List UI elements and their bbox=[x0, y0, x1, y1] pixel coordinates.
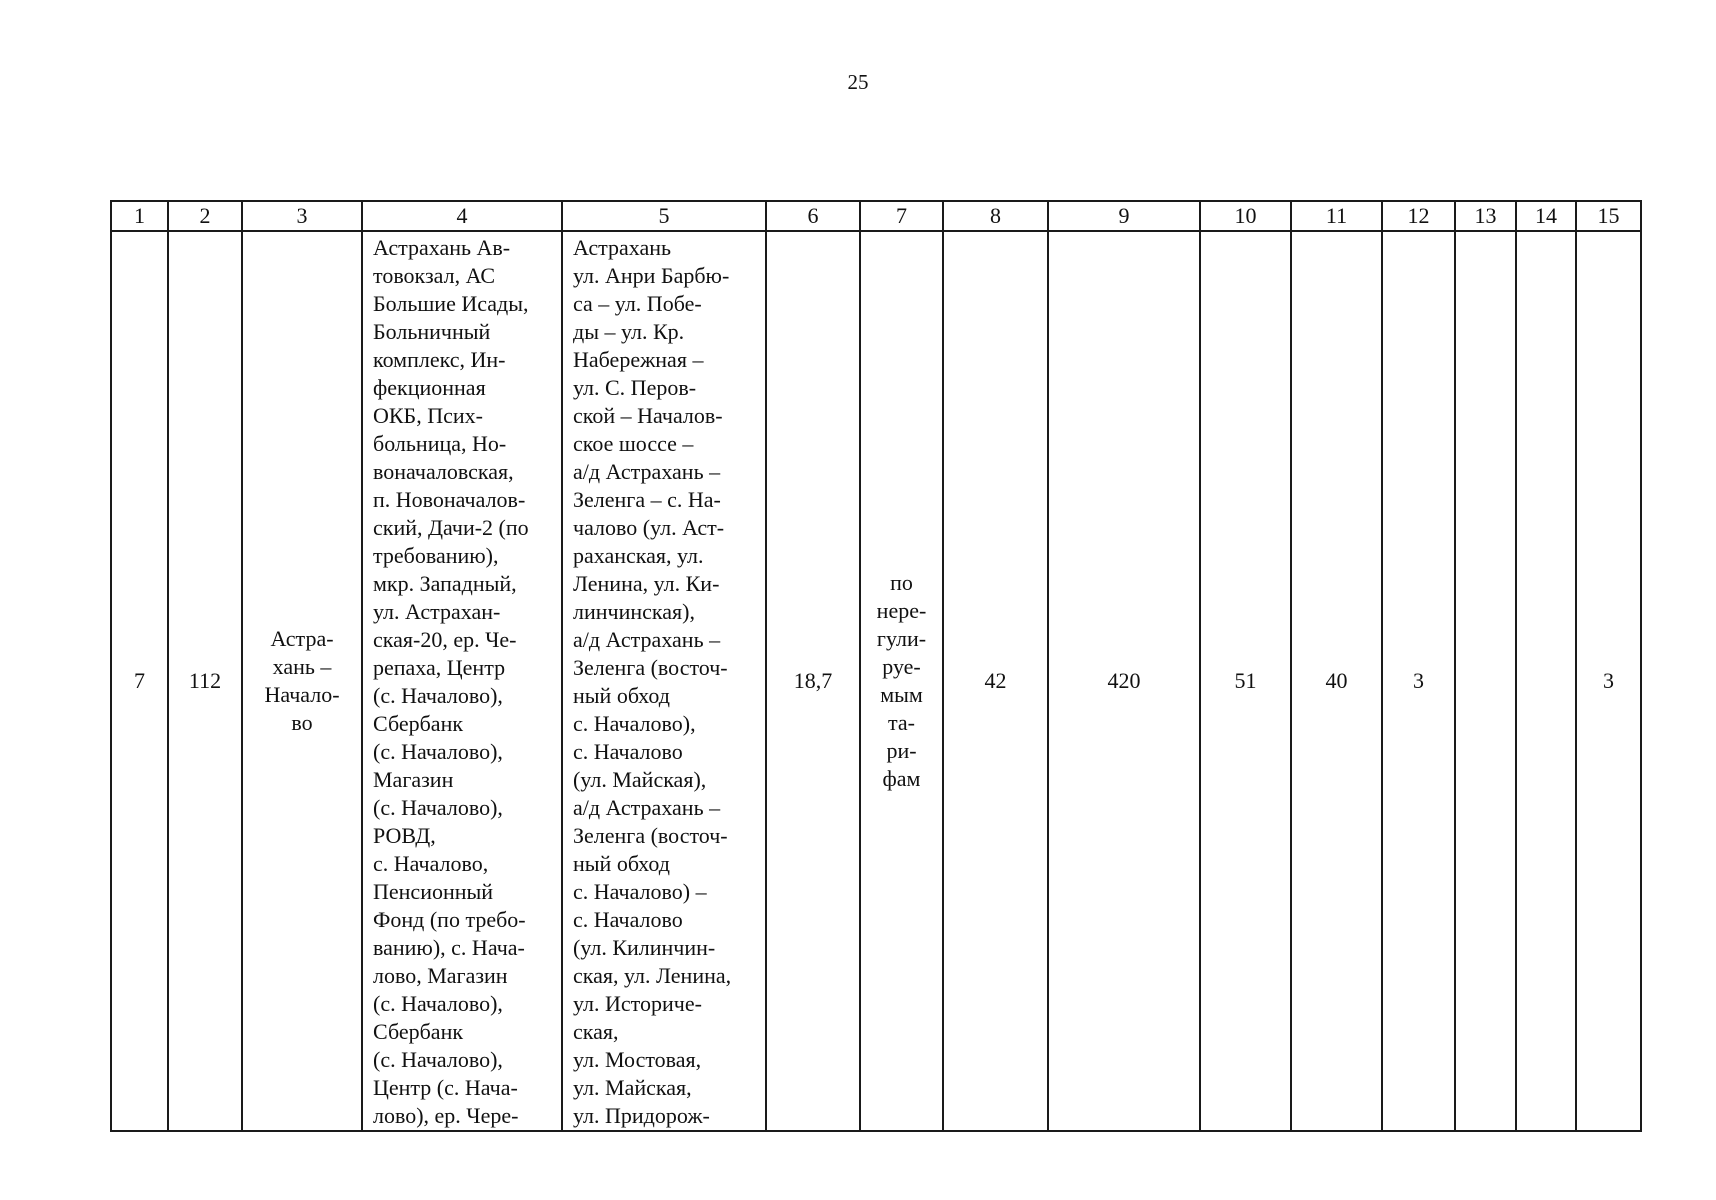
col-header-10: 10 bbox=[1200, 201, 1291, 231]
col-header-3: 3 bbox=[242, 201, 362, 231]
stops-line: п. Новоначалов- bbox=[373, 487, 526, 512]
streets-line: ды – ул. Кр. bbox=[573, 319, 685, 344]
table-row bbox=[111, 231, 1641, 1131]
cell-streets bbox=[562, 231, 766, 1131]
col-header-2: 2 bbox=[168, 201, 242, 231]
streets-line: (ул. Килинчин- bbox=[573, 935, 716, 960]
route-name-line: Астра- bbox=[270, 626, 334, 651]
col-header-9: 9 bbox=[1048, 201, 1200, 231]
streets-line: ская, bbox=[573, 1019, 619, 1044]
stops-line: ул. Астрахан- bbox=[373, 599, 501, 624]
streets-line: а/д Астрахань – bbox=[573, 459, 721, 484]
col-header-15: 15 bbox=[1576, 201, 1641, 231]
stops-line: Центр (с. Нача- bbox=[373, 1075, 518, 1100]
streets-line: са – ул. Побе- bbox=[573, 291, 702, 316]
cell-distance: 18,7 bbox=[766, 231, 860, 1131]
route-table-container bbox=[110, 200, 1640, 1132]
stops-line: воначаловская, bbox=[373, 459, 514, 484]
streets-line: с. Началово), bbox=[573, 711, 696, 736]
streets-line: Ленина, ул. Ки- bbox=[573, 571, 720, 596]
streets-line: раханская, ул. bbox=[573, 543, 704, 568]
stops-line: ский, Дачи-2 (по bbox=[373, 515, 529, 540]
streets-line: ный обход bbox=[573, 851, 670, 876]
tariff-line: та- bbox=[888, 710, 915, 735]
route-name-line: Начало- bbox=[264, 682, 340, 707]
cell-col-13 bbox=[1455, 231, 1516, 1131]
stops-line: мкр. Западный, bbox=[373, 571, 517, 596]
stops-line: (с. Началово), bbox=[373, 683, 503, 708]
stops-line: Сбербанк bbox=[373, 1019, 464, 1044]
streets-line: ный обход bbox=[573, 683, 670, 708]
route-name-line: во bbox=[291, 710, 313, 735]
streets-line: Зеленга (восточ- bbox=[573, 655, 728, 680]
header-row bbox=[111, 201, 1641, 231]
stops-line: Большие Исады, bbox=[373, 291, 529, 316]
col-header-14: 14 bbox=[1516, 201, 1576, 231]
stops-line: с. Началово, bbox=[373, 851, 489, 876]
stops-line: (с. Началово), bbox=[373, 795, 503, 820]
stops-line: ская-20, ер. Че- bbox=[373, 627, 517, 652]
stops-line: требованию), bbox=[373, 543, 499, 568]
page-number: 25 bbox=[847, 70, 869, 94]
streets-line: ул. Придорож- bbox=[573, 1103, 710, 1128]
stops-line: РОВД, bbox=[373, 823, 436, 848]
stops-line: Пенсионный bbox=[373, 879, 494, 904]
stops-line: комплекс, Ин- bbox=[373, 347, 506, 372]
stops-line: Фонд (по требо- bbox=[373, 907, 526, 932]
stops-line: Сбербанк bbox=[373, 711, 464, 736]
tariff-line: гули- bbox=[876, 626, 927, 651]
cell-col-10: 51 bbox=[1200, 231, 1291, 1131]
streets-line: а/д Астрахань – bbox=[573, 627, 721, 652]
stops-line: репаха, Центр bbox=[373, 655, 506, 680]
cell-tariff-type bbox=[860, 231, 943, 1131]
streets-line: ул. Анри Барбю- bbox=[573, 263, 730, 288]
cell-col-14 bbox=[1516, 231, 1576, 1131]
streets-line: ул. Мостовая, bbox=[573, 1047, 702, 1072]
stops-line: больница, Но- bbox=[373, 431, 507, 456]
streets-line: с. Началово bbox=[573, 907, 683, 932]
tariff-line: по bbox=[890, 570, 913, 595]
tariff-line: нере- bbox=[876, 598, 927, 623]
cell-col-8: 42 bbox=[943, 231, 1048, 1131]
stops-line: лово, Магазин bbox=[373, 963, 508, 988]
stops-line: ванию), с. Нача- bbox=[373, 935, 525, 960]
route-name-line: хань – bbox=[272, 654, 332, 679]
stops-line: (с. Началово), bbox=[373, 739, 503, 764]
streets-line: ской – Началов- bbox=[573, 403, 723, 428]
stops-line: (с. Началово), bbox=[373, 991, 503, 1016]
streets-line: ская, ул. Ленина, bbox=[573, 963, 732, 988]
streets-line: с. Началово) – bbox=[573, 879, 707, 904]
streets-line: ул. С. Перов- bbox=[573, 375, 697, 400]
col-header-4: 4 bbox=[362, 201, 562, 231]
stops-line: Астрахань Ав- bbox=[373, 235, 511, 260]
streets-line: ул. Майская, bbox=[573, 1075, 692, 1100]
cell-stops bbox=[362, 231, 562, 1131]
streets-line: Астрахань bbox=[573, 235, 672, 260]
streets-line: ул. Историче- bbox=[573, 991, 702, 1016]
cell-col-15: 3 bbox=[1576, 231, 1641, 1131]
streets-line: Зеленга – с. На- bbox=[573, 487, 721, 512]
col-header-1: 1 bbox=[111, 201, 168, 231]
streets-line: линчинская), bbox=[573, 599, 695, 624]
cell-col-12: 3 bbox=[1382, 231, 1455, 1131]
stops-line: лово), ер. Чере- bbox=[373, 1103, 519, 1128]
cell-route-number: 112 bbox=[168, 231, 242, 1131]
stops-line: Магазин bbox=[373, 767, 454, 792]
cell-route-index: 7 bbox=[111, 231, 168, 1131]
route-table bbox=[110, 200, 1642, 1132]
col-header-12: 12 bbox=[1382, 201, 1455, 231]
cell-col-9: 420 bbox=[1048, 231, 1200, 1131]
streets-line: ское шоссе – bbox=[573, 431, 694, 456]
cell-route-name bbox=[242, 231, 362, 1131]
col-header-6: 6 bbox=[766, 201, 860, 231]
streets-line: Набережная – bbox=[573, 347, 704, 372]
streets-line: чалово (ул. Аст- bbox=[573, 515, 725, 540]
tariff-line: руе- bbox=[882, 654, 921, 679]
tariff-line: фам bbox=[882, 766, 921, 791]
col-header-7: 7 bbox=[860, 201, 943, 231]
col-header-13: 13 bbox=[1455, 201, 1516, 231]
tariff-line: ри- bbox=[886, 738, 917, 763]
streets-line: Зеленга (восточ- bbox=[573, 823, 728, 848]
stops-line: Больничный bbox=[373, 319, 491, 344]
tariff-line: мым bbox=[880, 682, 923, 707]
stops-line: фекционная bbox=[373, 375, 486, 400]
col-header-5: 5 bbox=[562, 201, 766, 231]
stops-line: ОКБ, Псих- bbox=[373, 403, 483, 428]
streets-line: а/д Астрахань – bbox=[573, 795, 721, 820]
col-header-11: 11 bbox=[1291, 201, 1382, 231]
streets-line: с. Началово bbox=[573, 739, 683, 764]
stops-line: товокзал, АС bbox=[373, 263, 496, 288]
col-header-8: 8 bbox=[943, 201, 1048, 231]
stops-line: (с. Началово), bbox=[373, 1047, 503, 1072]
streets-line: (ул. Майская), bbox=[573, 767, 707, 792]
cell-col-11: 40 bbox=[1291, 231, 1382, 1131]
